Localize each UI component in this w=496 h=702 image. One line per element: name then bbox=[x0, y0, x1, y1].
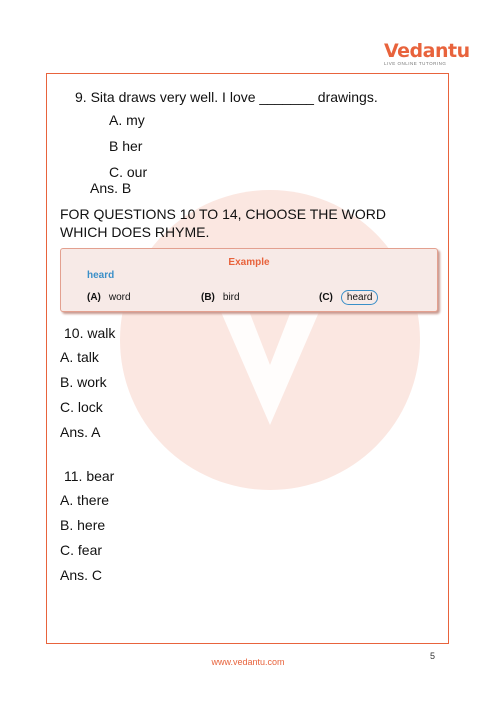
q11-question: 11. bear bbox=[64, 468, 115, 484]
q9-answer: Ans. B bbox=[90, 180, 132, 196]
example-word: heard bbox=[87, 270, 115, 281]
q9-option-c: C. our bbox=[109, 164, 148, 180]
q9-question: 9. Sita draws very well. I love _______ drawings. bbox=[75, 89, 378, 105]
example-option-b bbox=[201, 292, 240, 303]
instruction-line-1: FOR QUESTIONS 10 TO 14, CHOOSE THE WORD bbox=[60, 206, 386, 222]
q9-option-b: B her bbox=[109, 138, 143, 154]
q10-option-b: B. work bbox=[60, 374, 107, 390]
page-border bbox=[46, 73, 449, 644]
example-option-a-letter: (A) bbox=[87, 292, 101, 303]
q11-option-c: C. fear bbox=[60, 542, 103, 558]
example-title: Example bbox=[228, 257, 270, 268]
q10-answer: Ans. A bbox=[60, 424, 101, 440]
example-option-b-word: bird bbox=[222, 292, 240, 303]
page-number: 5 bbox=[430, 651, 436, 661]
q10-option-a: A. talk bbox=[60, 349, 99, 365]
q10-option-c: C. lock bbox=[60, 399, 103, 415]
q11-option-a: A. there bbox=[60, 492, 110, 508]
example-option-a bbox=[87, 292, 131, 303]
example-option-b-letter: (B) bbox=[201, 292, 215, 303]
q9-option-a: A. my bbox=[109, 112, 145, 128]
vedantu-logo bbox=[384, 40, 470, 76]
example-option-c bbox=[319, 292, 378, 303]
example-box bbox=[60, 248, 438, 312]
example-option-c-word: heard bbox=[341, 290, 379, 305]
logo-text: Vedantu bbox=[384, 40, 470, 62]
example-option-a-word: word bbox=[108, 292, 131, 303]
instruction-line-2: WHICH DOES RHYME. bbox=[60, 224, 210, 240]
footer-url: www.vedantu.com bbox=[211, 657, 285, 667]
q11-option-b: B. here bbox=[60, 517, 106, 533]
logo-tagline: LIVE ONLINE TUTORING bbox=[384, 61, 447, 66]
q10-question: 10. walk bbox=[64, 325, 116, 341]
q11-answer: Ans. C bbox=[60, 567, 103, 583]
example-option-c-letter: (C) bbox=[319, 292, 333, 303]
